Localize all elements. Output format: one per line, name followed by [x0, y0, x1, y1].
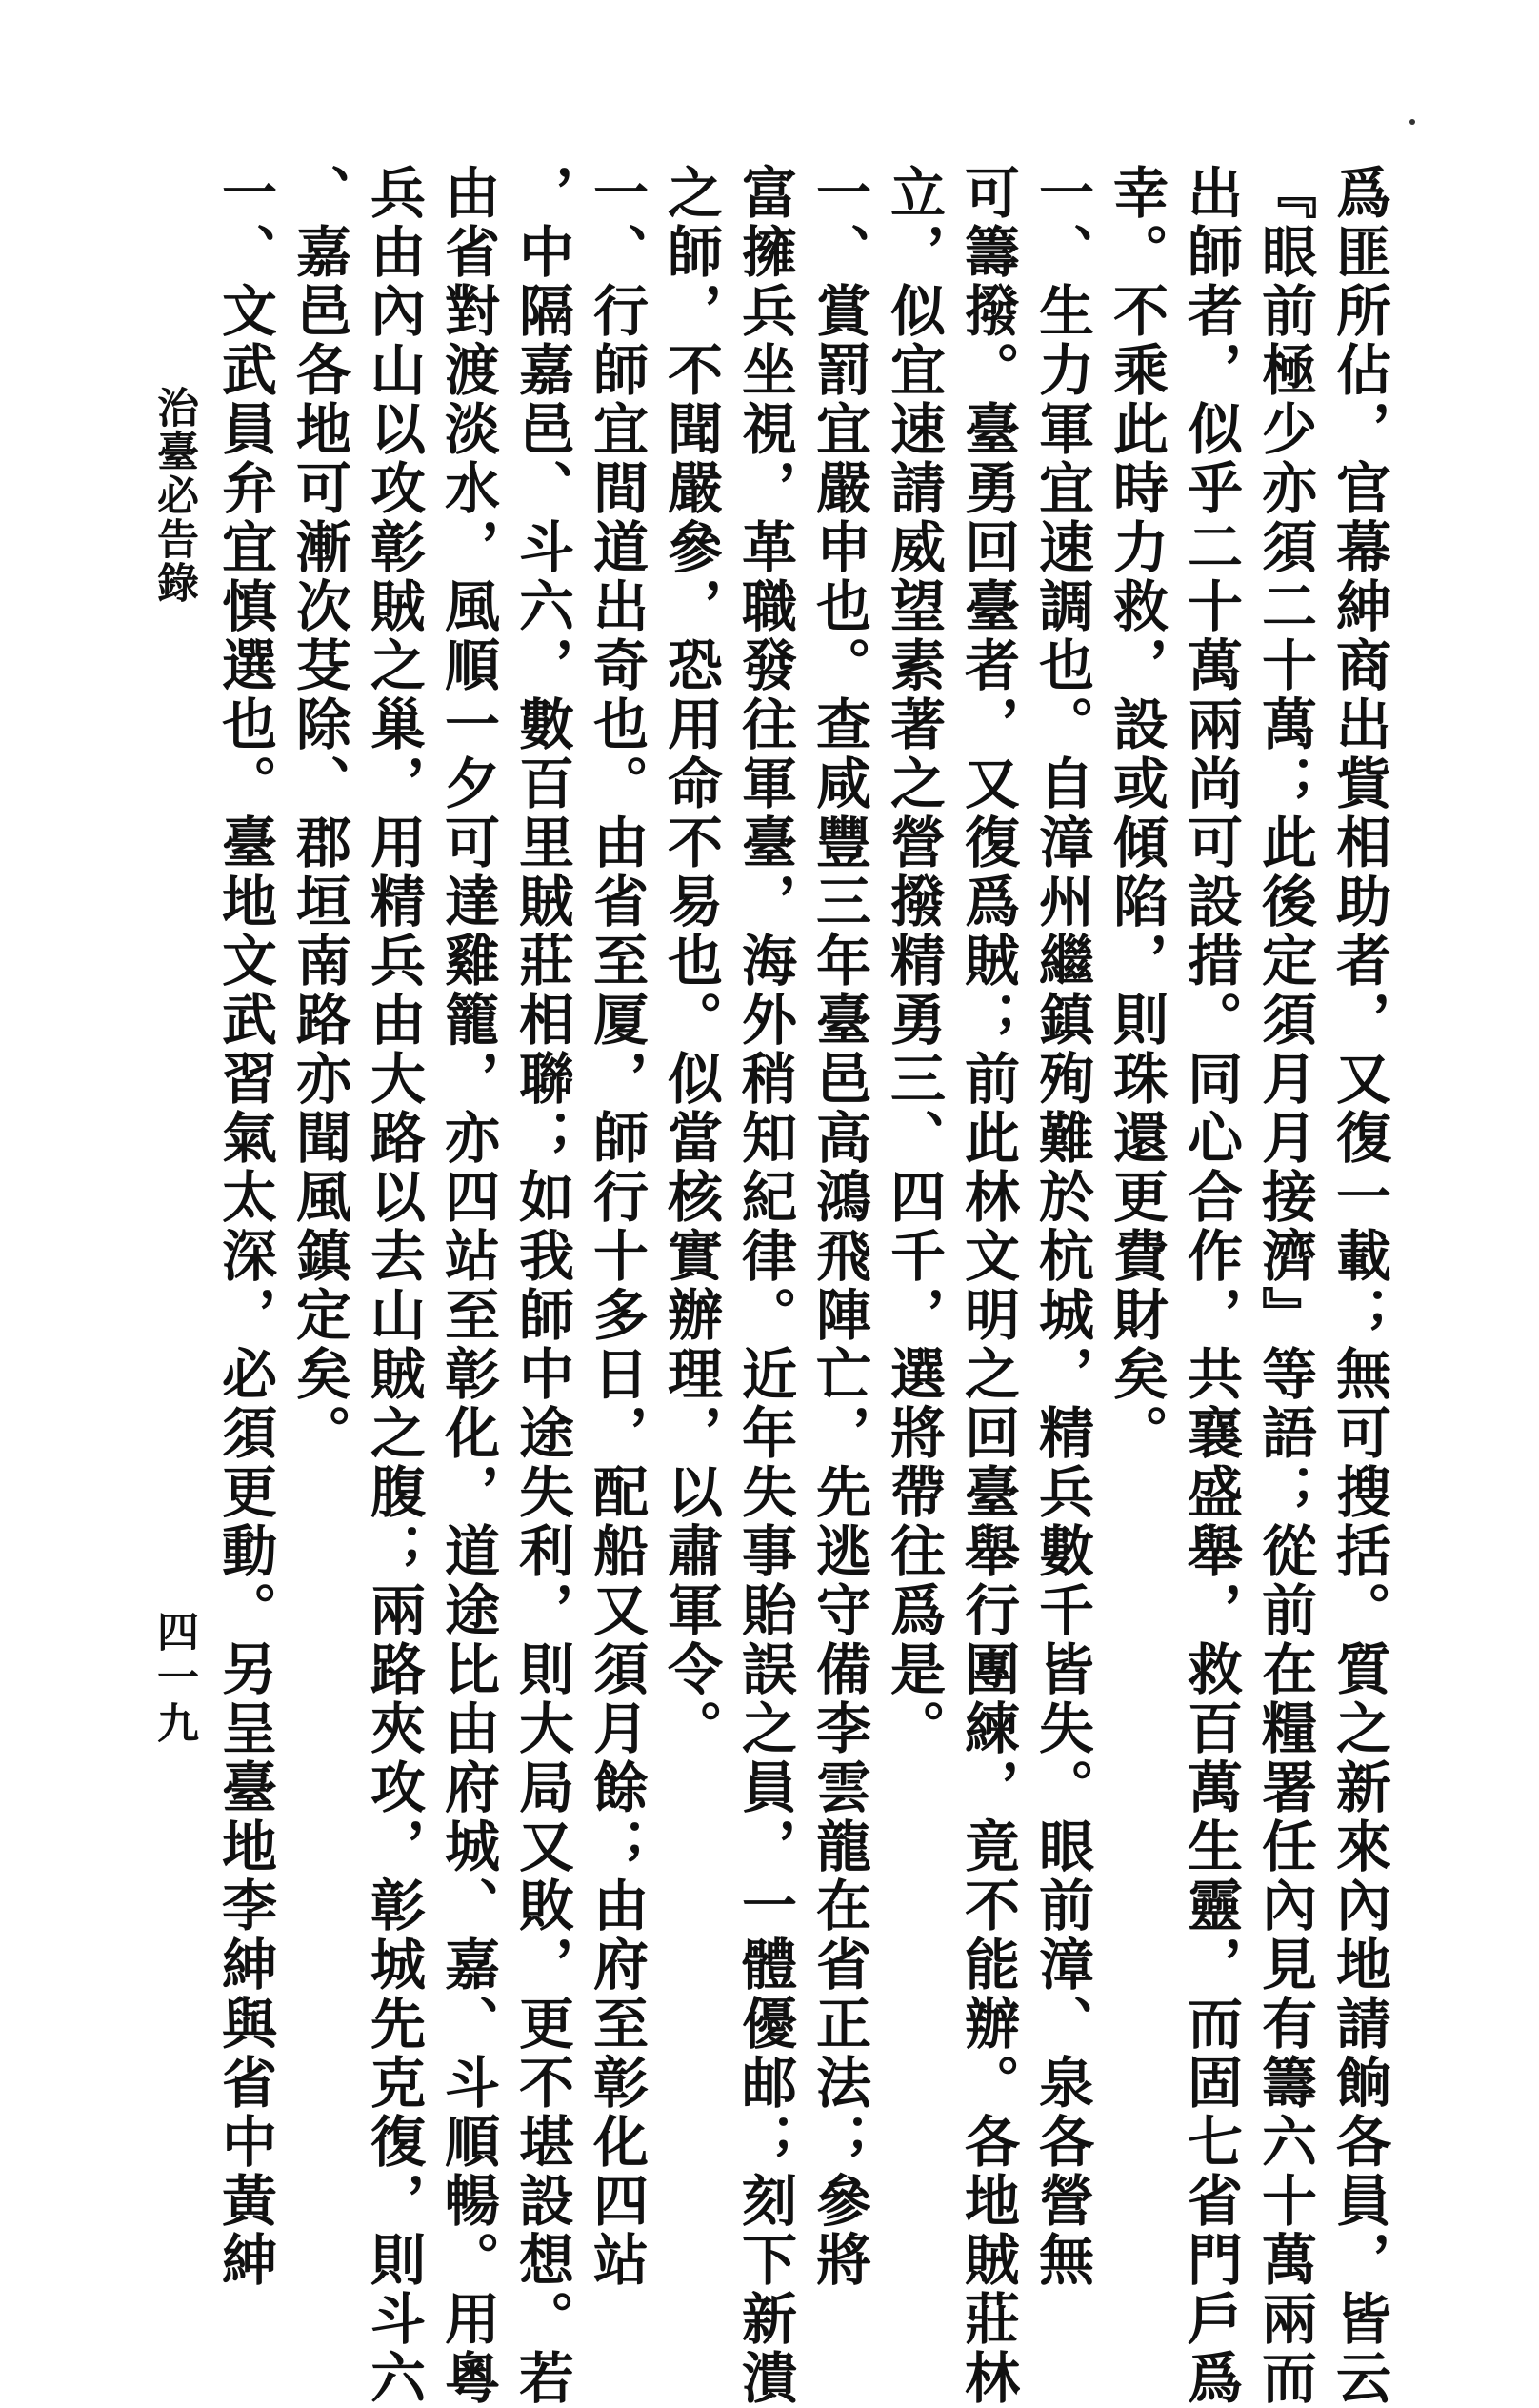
text-column: 由省對渡淡水，風順一夕可達雞籠，亦四站至彰化，道途比由府城、嘉、斗順暢。用粵 — [435, 164, 500, 2408]
text-column: 一、賞罰宜嚴申也。查咸豐三年臺邑高鴻飛陣亡，先逃守備李雲龍在省正法；參將 — [807, 164, 871, 2290]
main-text-block — [208, 164, 1396, 2408]
text-column: 、嘉邑各地可漸次芟除、郡垣南路亦聞風鎮定矣。 — [287, 164, 351, 1463]
text-column: 一、生力軍宜速調也。自漳州繼鎮殉難於杭城，精兵數千皆失。眼前漳、泉各營無 — [1029, 164, 1094, 2290]
text-column: 幸。不乘此時力救，設或傾陷，則珠還更費財矣。 — [1104, 164, 1169, 1463]
text-column: ，中隔嘉邑、斗六，數百里賊莊相聯；如我師中途失利，則大局又敗，更不堪設想。若 — [510, 164, 574, 2408]
text-column: 兵由內山以攻彰賊之巢，用精兵由大路以去山賊之腹；兩路夾攻，彰城先克復，則斗六 — [361, 164, 426, 2408]
text-column: 爲匪所佔，官幕紳商出貲相助者，又復一載；無可搜括。質之新來內地請餉各員，皆云 — [1327, 164, 1391, 2408]
text-column: 一、行師宜間道出奇也。由省至厦，師行十多日，配船又須月餘；由府至彰化四站 — [584, 164, 649, 2290]
text-column: 立，似宜速請威望素著之營撥精勇三、四千，選將帶往爲是。 — [881, 164, 946, 1758]
text-column: 富擁兵坐視，革職發往軍臺，海外稍知紀律。近年失事貽誤之員，一體優邮；刻下新潰 — [732, 164, 797, 2408]
running-head: 治臺必告錄 — [150, 386, 198, 605]
text-column: 之師，不聞嚴參，恐用命不易也。似當核實辦理，以肅軍令。 — [658, 164, 723, 1758]
text-column: 出師者，似乎二十萬兩尚可設措。同心合作，共襄盛舉，救百萬生靈，而固七省門戶爲 — [1178, 164, 1243, 2408]
text-column: 『眼前極少亦須二十萬；此後定須月月接濟』等語；從前在糧署任內見有籌六十萬兩而 — [1252, 164, 1317, 2408]
print-speck — [1409, 119, 1415, 125]
page-number: 四一九 — [150, 1610, 198, 1747]
text-column: 可籌撥。臺勇回臺者，又復爲賊；前此林文明之回臺舉行團練，竟不能辦。各地賊莊林 — [955, 164, 1020, 2408]
text-column: 一、文武員弁宜慎選也。臺地文武習氣太深，必須更動。另呈臺地李紳與省中黃紳 — [212, 164, 277, 2290]
